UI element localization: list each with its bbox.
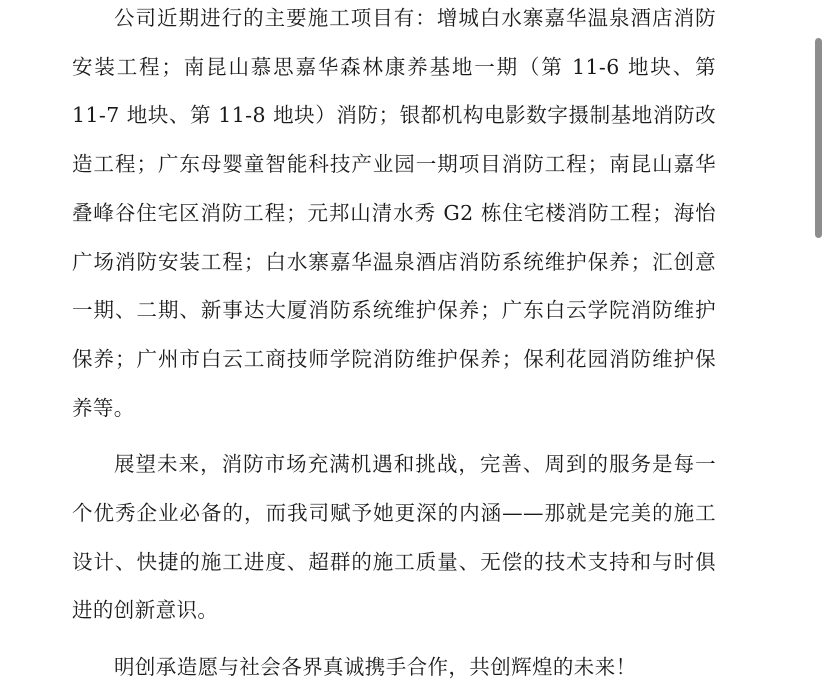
vertical-scrollbar[interactable] (814, 30, 824, 250)
paragraph-closing: 明创承造愿与社会各界真诚携手合作，共创辉煌的未来！ (114, 655, 637, 680)
paragraph-outlook: 展望未来，消防市场充满机遇和挑战，完善、周到的服务是每一个优秀企业必备的，而我司赋予她更深的内涵——那就是完美的施工设计、快捷的施工进度、超群的施工质量、无偿的技术支持和与时俱进的创新意识。 (72, 452, 716, 623)
scrollbar-thumb[interactable] (815, 38, 822, 238)
paragraph-projects: 公司近期进行的主要施工项目有：增城白水寨嘉华温泉酒店消防安装工程；南昆山慕思嘉华森林康养基地一期（第 11-6 地块、第 11-7 地块、第 11-8 地块）消防；银都机构电影数字摄制基地消防改造工程；广东母婴童智能科技产业园一期项目消防工程；南昆山嘉华叠峰谷住宅区消防工程；元邦山清水秀 G2 栋住宅楼消防工程；海怡广场消防安装工程；白水寨嘉华温泉酒店消防系统维护保养；汇创意一期、二期、新事达大厦消防系统维护保养；广东白云学院消防维护保养；广州市白云工商技师学院消防维护保养；保利花园消防维护保养等。 (72, 6, 716, 420)
document-body (72, 0, 716, 692)
